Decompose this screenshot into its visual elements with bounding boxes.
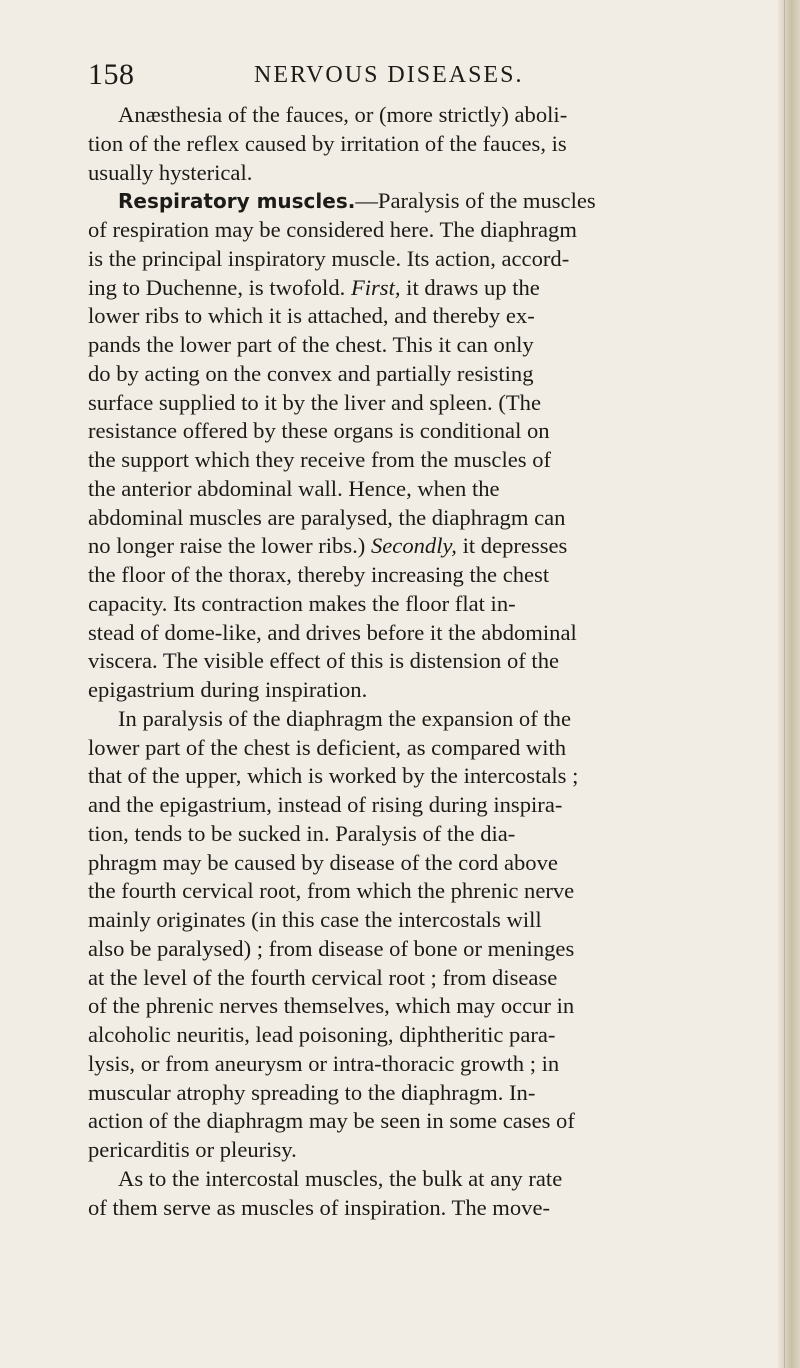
text-run: of respiration may be considered here. The diaphragm — [88, 217, 577, 242]
text-line — [88, 964, 782, 993]
text-run: In paralysis of the diaphragm the expansion of the — [118, 705, 572, 731]
text-run: viscera. The visible effect of this is distension of the — [88, 648, 560, 674]
text-line — [88, 561, 782, 590]
text-line — [88, 532, 782, 561]
text-run: and the epigastrium, instead of rising during inspira- — [88, 792, 563, 817]
page-number: 158 — [88, 58, 135, 91]
text-run: also be paralysed) ; from disease of bone or meninges — [88, 935, 575, 961]
text-line — [88, 849, 782, 878]
text-run: mainly originates (in this case the intercostals will — [88, 907, 542, 932]
text-line — [88, 992, 782, 1021]
text-line — [88, 1107, 782, 1136]
text-run: tion, tends to be sucked in. Paralysis of the dia- — [88, 820, 516, 846]
text-run: muscular atrophy spreading to the diaphragm. In- — [88, 1079, 536, 1105]
text-run: capacity. Its contraction makes the floor flat in- — [88, 590, 516, 616]
text-line — [88, 676, 782, 705]
text-run: pericarditis or pleurisy. — [88, 1137, 297, 1162]
running-head — [0, 58, 780, 98]
text-line — [88, 820, 782, 849]
text-run: ing to Duchenne, is twofold. — [88, 274, 351, 300]
text-run: of the phrenic nerves themselves, which may occur in — [88, 993, 575, 1019]
text-run: of them serve as muscles of inspiration. The move- — [88, 1194, 551, 1220]
text-run: usually hysterical. — [88, 159, 253, 185]
text-run: action of the diaphragm may be seen in some cases of — [88, 1108, 575, 1134]
text-line — [88, 1079, 782, 1108]
text-line — [88, 590, 782, 619]
text-run: is the principal inspiratory muscle. Its action, accord- — [88, 245, 570, 271]
text-line — [88, 791, 782, 820]
text-line — [88, 446, 782, 475]
text-line — [88, 331, 782, 360]
text-run: abdominal muscles are paralysed, the diaphragm can — [88, 504, 566, 530]
text-run: the anterior abdominal wall. Hence, when the — [88, 475, 500, 501]
text-line — [88, 1136, 782, 1165]
text-line — [88, 1050, 782, 1079]
text-line — [88, 647, 782, 676]
text-run: the support which they receive from the muscles of — [88, 447, 552, 472]
text-line — [88, 1194, 782, 1223]
text-line — [88, 504, 782, 533]
text-run: no longer raise the lower ribs.) — [88, 533, 371, 559]
text-run: phragm may be caused by disease of the cord above — [88, 849, 558, 875]
text-line — [88, 619, 782, 648]
text-run: resistance offered by these organs is conditional on — [88, 418, 550, 444]
text-run: it depresses — [456, 533, 568, 559]
section-heading: Respiratory muscles. — [118, 189, 356, 214]
text-line — [88, 734, 782, 763]
text-run: surface supplied to it by the liver and spleen. (The — [88, 389, 541, 415]
text-run: do by acting on the convex and partially resisting — [88, 360, 534, 386]
body-text — [88, 101, 782, 1222]
text-run: pands the lower part of the chest. This it can only — [88, 332, 534, 357]
text-run: Anæsthesia of the fauces, or (more strictly) aboli- — [118, 102, 568, 127]
text-run: epigastrium during inspiration. — [88, 677, 368, 702]
text-line — [88, 417, 782, 446]
text-line — [88, 705, 782, 734]
text-line — [88, 1165, 782, 1194]
text-run: the floor of the thorax, thereby increasing the chest — [88, 562, 550, 587]
text-run: tion of the reflex caused by irritation of the fauces, is — [88, 130, 567, 156]
text-line — [88, 389, 782, 418]
text-run: As to the intercostal muscles, the bulk at any rate — [118, 1165, 563, 1191]
text-run: lower ribs to which it is attached, and thereby ex- — [88, 303, 535, 329]
text-run: that of the upper, which is worked by the intercostals ; — [88, 763, 579, 789]
text-run: lower part of the chest is deficient, as compared with — [88, 734, 567, 760]
text-line — [88, 130, 782, 159]
text-line — [88, 302, 782, 331]
emphasis-text: Secondly, — [370, 533, 457, 559]
text-run: lysis, or from aneurysm or intra-thoracic growth ; in — [88, 1050, 560, 1076]
text-run: alcoholic neuritis, lead poisoning, diphtheritic para- — [88, 1022, 556, 1047]
text-line — [88, 935, 782, 964]
text-line — [88, 187, 782, 216]
text-line — [88, 1021, 782, 1050]
text-line — [88, 159, 782, 188]
text-run: at the level of the fourth cervical root ; from disease — [88, 964, 558, 990]
text-line — [88, 245, 782, 274]
text-run: it draws up the — [400, 274, 540, 300]
text-line — [88, 101, 782, 130]
running-head-title: NERVOUS DISEASES. — [254, 62, 524, 88]
text-line — [88, 360, 782, 389]
text-line — [88, 216, 782, 245]
emphasis-text: First, — [350, 274, 401, 300]
text-run: stead of dome-like, and drives before it the abdominal — [88, 619, 577, 645]
text-run: the fourth cervical root, from which the phrenic nerve — [88, 878, 575, 904]
text-run: —Paralysis of the muscles — [355, 188, 596, 214]
text-line — [88, 762, 782, 791]
text-line — [88, 274, 782, 303]
text-line — [88, 906, 782, 935]
text-line — [88, 475, 782, 504]
text-line — [88, 877, 782, 906]
